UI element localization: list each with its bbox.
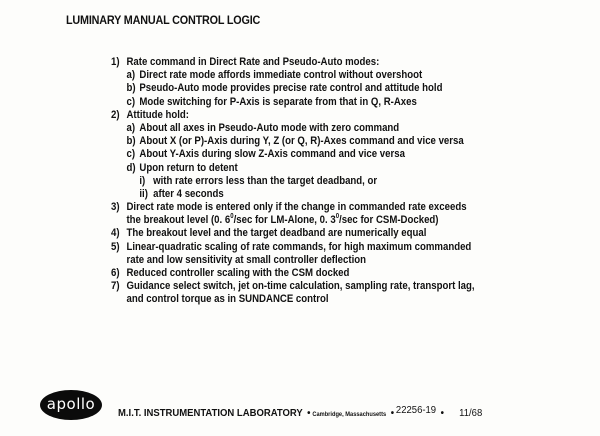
degree-mark: 0 bbox=[230, 213, 234, 221]
list-item-2: 2) Attitude hold: bbox=[111, 108, 190, 121]
list-subitem-1b: b) Pseudo-Auto mode provides precise rate control and attitude hold bbox=[126, 82, 443, 95]
list-subitem-2d-i: i) with rate errors less than the target deadband, or bbox=[139, 174, 378, 187]
list-item-7: 7) Guidance select switch, jet on-time calculation, sampling rate, transport lag, bbox=[111, 280, 475, 293]
bullet-list bbox=[111, 56, 475, 307]
document-number: 22256-19 bbox=[395, 405, 437, 416]
list-item-7-continuation: and control torque as in SUNDANCE control bbox=[126, 293, 329, 306]
footer-line: M.I.T. INSTRUMENTATION LABORATORY • Cambridge, Massachusetts • 22256-19 • 11/68 bbox=[118, 405, 483, 419]
list-item-5-continuation: rate and low sensitivity at small controller deflection bbox=[126, 253, 367, 266]
degree-mark: 0 bbox=[335, 213, 340, 221]
location: Cambridge, Massachusetts bbox=[312, 412, 387, 418]
list-subitem-1c: c) Mode switching for P-Axis is separate from that in Q, R-Axes bbox=[126, 95, 417, 108]
list-item-3: 3) Direct rate mode is entered only if the change in commanded rate exceeds bbox=[111, 201, 467, 214]
list-subitem-2d-ii: ii) after 4 seconds bbox=[139, 187, 224, 200]
document-date: 11/68 bbox=[459, 408, 483, 419]
list-item-4: 4) The breakout level and the target deadband are numerically equal bbox=[111, 227, 427, 240]
footer bbox=[40, 388, 580, 428]
list-subitem-2c: c) About Y-Axis during slow Z-Axis command and vice versa bbox=[126, 148, 405, 161]
list-subitem-2a: a) About all axes in Pseudo-Auto mode with zero command bbox=[126, 121, 400, 134]
list-item-6: 6) Reduced controller scaling with the CSM docked bbox=[111, 267, 350, 279]
page-title: LUMINARY MANUAL CONTROL LOGIC bbox=[66, 13, 261, 27]
list-item-3-continuation: the breakout level (0. $6^0/\sec$ for LM-Alone, 0. $3^0/\sec$ for CSM-Docked) bbox=[126, 213, 439, 227]
list-subitem-2b: b) About X (or P)-Axis during Y, Z (or Q, R)-Axes command and vice versa bbox=[126, 135, 464, 148]
list-item-5: 5) Linear-quadratic scaling of rate commands, for high maximum commanded bbox=[111, 240, 472, 253]
lab-name: M.I.T. INSTRUMENTATION LABORATORY bbox=[118, 408, 303, 419]
apollo-logo: apollo bbox=[40, 390, 102, 420]
list-subitem-1a: a) Direct rate mode affords immediate control without overshoot bbox=[126, 69, 423, 82]
list-item-1: 1) Rate command in Direct Rate and Pseudo-Auto modes: bbox=[111, 56, 380, 68]
list-subitem-2d: d) Upon return to detent bbox=[126, 161, 238, 174]
